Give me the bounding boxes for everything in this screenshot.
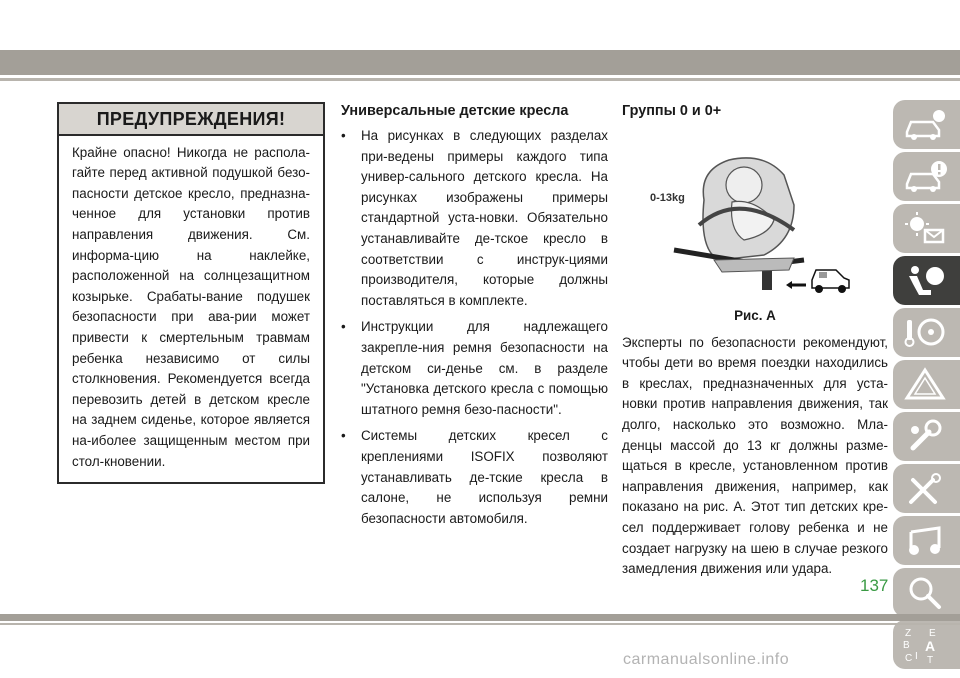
rear-facing-seat-figure	[644, 130, 854, 300]
top-band	[0, 50, 960, 75]
roadside-warning-icon	[903, 366, 947, 404]
tab-safety[interactable]	[893, 256, 960, 305]
airbag-seat-icon	[903, 262, 947, 300]
list-item-text: На рисунках в следующих разделах при-ведены примеры каждого типа универ-сального детского кресла. На рисунках изображены примеры стандартной уста-новки. Обязательно устанавливайте де-тское кресло в соответствии с инструк-циями производителя, которые должны поставляться в комплекте.	[361, 128, 608, 308]
list-item	[341, 317, 608, 420]
car-info-icon	[903, 106, 947, 144]
index-letter: Z	[905, 628, 912, 639]
index-letter: T	[927, 655, 934, 664]
groups-text: Эксперты по безопасности рекомендуют, чтобы дети во время поездки находились в креслах, предназначенных для уста-новки против направления движения, так долго, насколько это возможно. Мла-денцы массой до 13 кг должны разме-щаться в кресле, установленном против направления движения, например, как показано на рис. А. Этот тип детских кре-сел поддерживает голову ребенка и не создает нагрузку на шею в случае резкого замедления движения или удара.	[622, 334, 888, 577]
index-letter: C	[905, 653, 913, 664]
bottom-divider	[0, 623, 960, 625]
list-item	[341, 426, 608, 529]
warning-title: ПРЕДУПРЕЖДЕНИЯ!	[59, 104, 323, 136]
warning-column	[57, 102, 325, 484]
tab-languages[interactable]	[893, 620, 960, 669]
tab-emergency[interactable]	[893, 360, 960, 409]
weight-label: 0-13kg	[650, 192, 685, 204]
tools-maintenance-icon	[903, 470, 947, 508]
tab-driving[interactable]	[893, 308, 960, 357]
index-letter: B	[903, 640, 910, 651]
list-item-text: Системы детских кресел с креплениями ISOFIX позволяют устанавливать де-тские кресла в салоне, не используя ремни безопасности автомобиля.	[361, 428, 608, 526]
index-letter: E	[929, 628, 936, 639]
language-letters-icon	[903, 626, 947, 664]
warning-text: Крайне опасно! Никогда не распола-гайте перед активной подушкой безо-пасности детское кресло, предназна-ченное для установки против направления движения. См. информа-цию на наклейке, расположенной на солнцезащитном козырьке. Срабаты-вание подушек безопасности при ава-рии может привести к смертельным травмам ребенка независимо от силы столкновения. Рекомендуется всегда перевозить детей в детском кресле на заднем сиденье, которое является на-иболее защищенным местом при стол-кновении.	[72, 144, 310, 469]
watermark: carmanualsonline.info	[623, 651, 790, 668]
wrench-service-icon	[903, 418, 947, 456]
tab-car-info[interactable]	[893, 100, 960, 149]
universal-seats-column	[341, 102, 608, 535]
media-icon	[903, 522, 947, 560]
tab-multimedia[interactable]	[893, 516, 960, 565]
infant-seat-illustration	[644, 130, 854, 300]
list-item	[341, 126, 608, 311]
groups-heading: Группы 0 и 0+	[622, 103, 722, 119]
tab-service[interactable]	[893, 412, 960, 461]
figure-caption: Рис. А	[734, 308, 776, 323]
tab-index[interactable]	[893, 568, 960, 617]
tab-car-warning[interactable]	[893, 152, 960, 201]
index-letter: A	[925, 638, 936, 654]
list-item-text: Инструкции для надлежащего закрепле-ния ремня безопасности на детском си-денье см. в разделе "Установка детского кресла с помощью штатного ремня безо-пасности".	[361, 319, 608, 417]
universal-heading: Универсальные детские кресла	[341, 103, 569, 119]
top-divider	[0, 78, 960, 81]
warning-box	[57, 102, 325, 484]
dashboard-lights-icon	[903, 210, 947, 248]
bullet-icon: •	[341, 128, 346, 143]
page-number: 137	[860, 576, 889, 595]
bullet-icon: •	[341, 428, 346, 444]
car-warning-icon	[903, 158, 947, 196]
tab-specs[interactable]	[893, 464, 960, 513]
bullet-icon: •	[341, 319, 346, 335]
bottom-band	[0, 614, 960, 621]
groups-column	[622, 102, 888, 580]
index-letter: I	[915, 651, 918, 662]
key-steering-icon	[903, 314, 947, 352]
search-index-icon	[903, 574, 947, 612]
tab-dashboard[interactable]	[893, 204, 960, 253]
